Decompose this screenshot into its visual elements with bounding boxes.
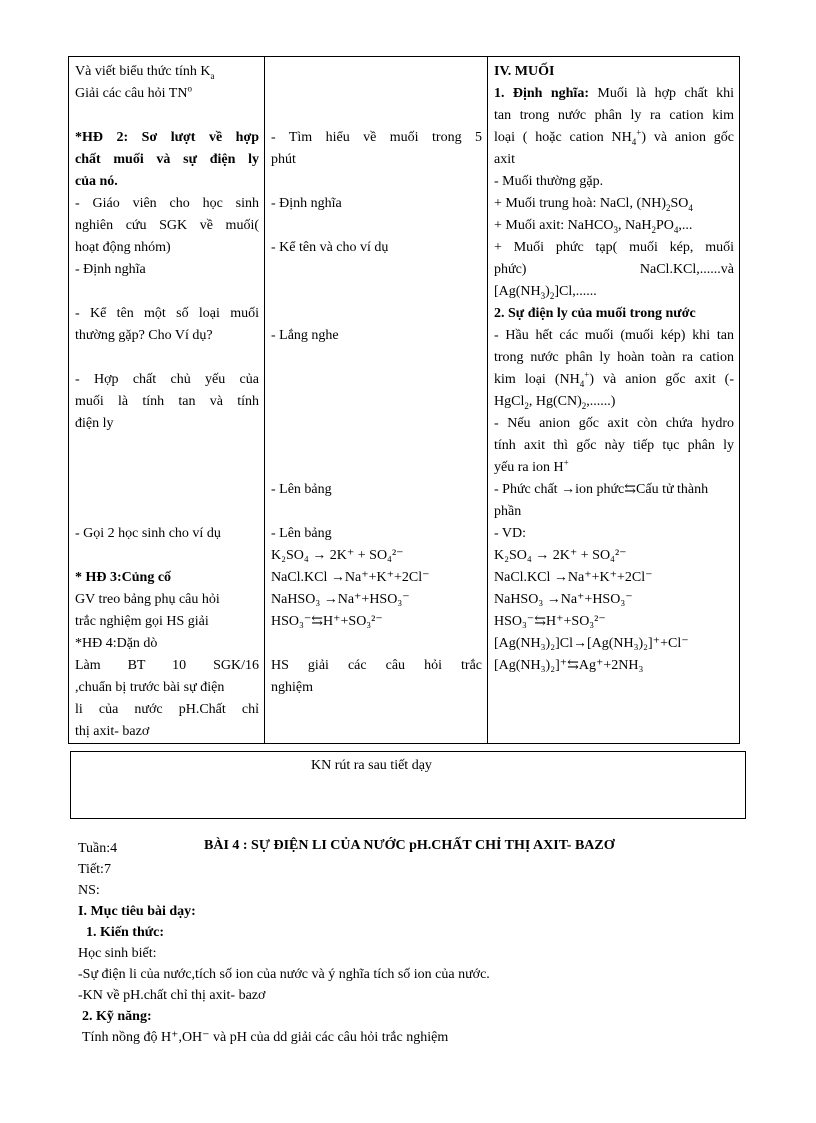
text-line: kim loại $(NH_4^+)$ và anion gốc axit (- [494, 369, 735, 389]
text-line: - Định nghĩa [271, 196, 342, 211]
text-line: nghiên cứu SGK về muối( [75, 218, 259, 233]
text-line: điện ly [75, 416, 114, 431]
text-line: - Muối thường gặp. [494, 174, 604, 189]
notes-box [70, 751, 746, 819]
text-line: - Định nghĩa [75, 262, 146, 277]
equation: K₂SO₄ → 2K⁺ + SO₄²⁻ [271, 548, 404, 563]
student-activities-column [265, 57, 488, 744]
text-line: - Kể tên và cho ví dụ [271, 240, 389, 255]
equation: NaHSO₃ →Na⁺+HSO₃⁻ [271, 592, 410, 607]
text-line: + Muối axit: NaHCO$_3$, $NaH_2PO_4$,... [494, 218, 693, 235]
text-line: 1. Định nghĩa: Muối là hợp chất khi [494, 86, 734, 101]
text-line: Và viết biểu thức tính $K_a$ [75, 64, 215, 81]
equation: NaCl.KCl →Na⁺+K⁺+2Cl⁻ [494, 570, 653, 585]
text-line: phút [271, 152, 296, 167]
skills-heading: 2. Kỹ năng: [82, 1009, 152, 1024]
text-line: tan trong nước phân ly ra cation kim [494, 108, 734, 123]
period-label: Tiết:7 [78, 862, 111, 877]
activity-heading: * HĐ 3:Củng cố [75, 570, 172, 585]
text-line: - Lên bảng [271, 526, 332, 541]
text-line: HgCl$_2$, $Hg(CN)_2$,......) [494, 394, 616, 411]
text-line: axit [494, 152, 515, 167]
text-line: loại ( hoặc cation $NH_4^+$) và anion gốc [494, 127, 734, 147]
text-line: + Muối phức tạp( muối kép, muối [494, 240, 734, 255]
text-line: - Gọi 2 học sinh cho ví dụ [75, 526, 221, 541]
text-line: - Phức chất →ion phức⇆Cấu tử thành [494, 482, 709, 497]
section-heading: 2. Sự điện ly của muối trong nước [494, 306, 696, 321]
lesson-title: BÀI 4 : SỰ ĐIỆN LI CỦA NƯỚC pH.CHẤT CHỈ THỊ AXIT- BAZƠ [204, 838, 615, 853]
text-line: - Tìm hiểu về muối trong 5 [271, 130, 482, 145]
week-label: Tuần:4 [78, 841, 118, 856]
equation: HSO₃⁻⇆H⁺+SO₃²⁻ [271, 614, 383, 629]
text-line: - Lên bảng [271, 482, 332, 497]
section-heading: IV. MUỐI [494, 64, 555, 79]
text-line: + Muối trung hoà: NaCl, $(NH)_2SO_4$ [494, 196, 693, 213]
text-line: phần [494, 504, 522, 519]
text-line: - Kể tên một số loại muối [75, 306, 259, 321]
text-line: - Giáo viên cho học sinh [75, 196, 259, 211]
text-line: $[Ag(NH_3)_2]Cl$,...... [494, 284, 597, 301]
equation: [Ag(NH₃)₂]⁺⇆Ag⁺+2NH₃ [494, 658, 644, 673]
equation: NaHSO₃ →Na⁺+HSO₃⁻ [494, 592, 633, 607]
text-line: - Lắng nghe [271, 328, 339, 343]
lesson-plan-table [68, 56, 740, 744]
text-line: tính axit thì gốc này tiếp tục phân ly [494, 438, 734, 453]
text-line: - VD: [494, 526, 527, 541]
lesson-header [78, 838, 758, 1048]
equation: NaCl.KCl →Na⁺+K⁺+2Cl⁻ [271, 570, 430, 585]
text-line: ,chuẩn bị trước bài sự điện [75, 680, 225, 695]
text-line: muối là tính tan và tính [75, 394, 259, 409]
objectives-heading: I. Mục tiêu bài dạy: [78, 904, 196, 919]
text-line: Giải các câu hỏi $TN^o$ [75, 83, 192, 101]
notes-label: KN rút ra sau tiết dạy [311, 758, 432, 773]
equilibrium-icon: ⇆ [624, 482, 637, 497]
text-line: -Sự điện li của nước,tích số ion của nước và ý nghĩa tích số ion của nước. [78, 967, 490, 982]
text-line: Làm BT 10 SGK/16 [75, 658, 259, 673]
activity-heading: chất muối và sự điện ly [75, 152, 259, 167]
text-line: hoạt động nhóm) [75, 240, 171, 255]
text-line: HS giải các câu hỏi trắc [271, 658, 482, 673]
text-line: Tính nồng độ H⁺,OH⁻ và pH của dd giải các câu hỏi trắc nghiệm [82, 1030, 449, 1045]
equation: [Ag(NH₃)₂]Cl→[Ag(NH₃)₂]⁺+Cl⁻ [494, 636, 689, 651]
text-line: yếu ra ion H+ [494, 457, 569, 475]
text-line: phức) NaCl.KCl,......và [494, 262, 734, 277]
text-line: thị axit- bazơ [75, 724, 150, 739]
ns-label: NS: [78, 883, 100, 898]
activity-heading: *HĐ 2: Sơ lượt về hợp [75, 130, 259, 145]
text-line: *HĐ 4:Dặn dò [75, 636, 158, 651]
text-line: li của nước pH.Chất chỉ [75, 702, 259, 717]
text-line: - Hợp chất chủ yếu của [75, 372, 259, 387]
text-line: trong nước phân ly hoàn toàn ra cation [494, 350, 734, 365]
text-line: GV treo bảng phụ câu hỏi [75, 592, 220, 607]
equation: HSO₃⁻⇆H⁺+SO₃²⁻ [494, 614, 606, 629]
text-line: nghiệm [271, 680, 313, 695]
content-column [488, 57, 740, 744]
knowledge-heading: 1. Kiến thức: [86, 925, 165, 940]
text-line: - Nếu anion gốc axit còn chứa hydro [494, 416, 734, 431]
equation: K₂SO₄ → 2K⁺ + SO₄²⁻ [494, 548, 627, 563]
arrow-icon: → [561, 482, 576, 497]
text-line: thường gặp? Cho Ví dụ? [75, 328, 213, 343]
activity-heading: của nó. [75, 174, 118, 189]
text-line: Học sinh biết: [78, 946, 157, 961]
teacher-activities-column [69, 57, 265, 744]
text-line: -KN về pH.chất chỉ thị axit- bazơ [78, 988, 266, 1003]
text-line: - Hầu hết các muối (muối kép) khi tan [494, 328, 734, 343]
text-line: trắc nghiệm gọi HS giải [75, 614, 209, 629]
